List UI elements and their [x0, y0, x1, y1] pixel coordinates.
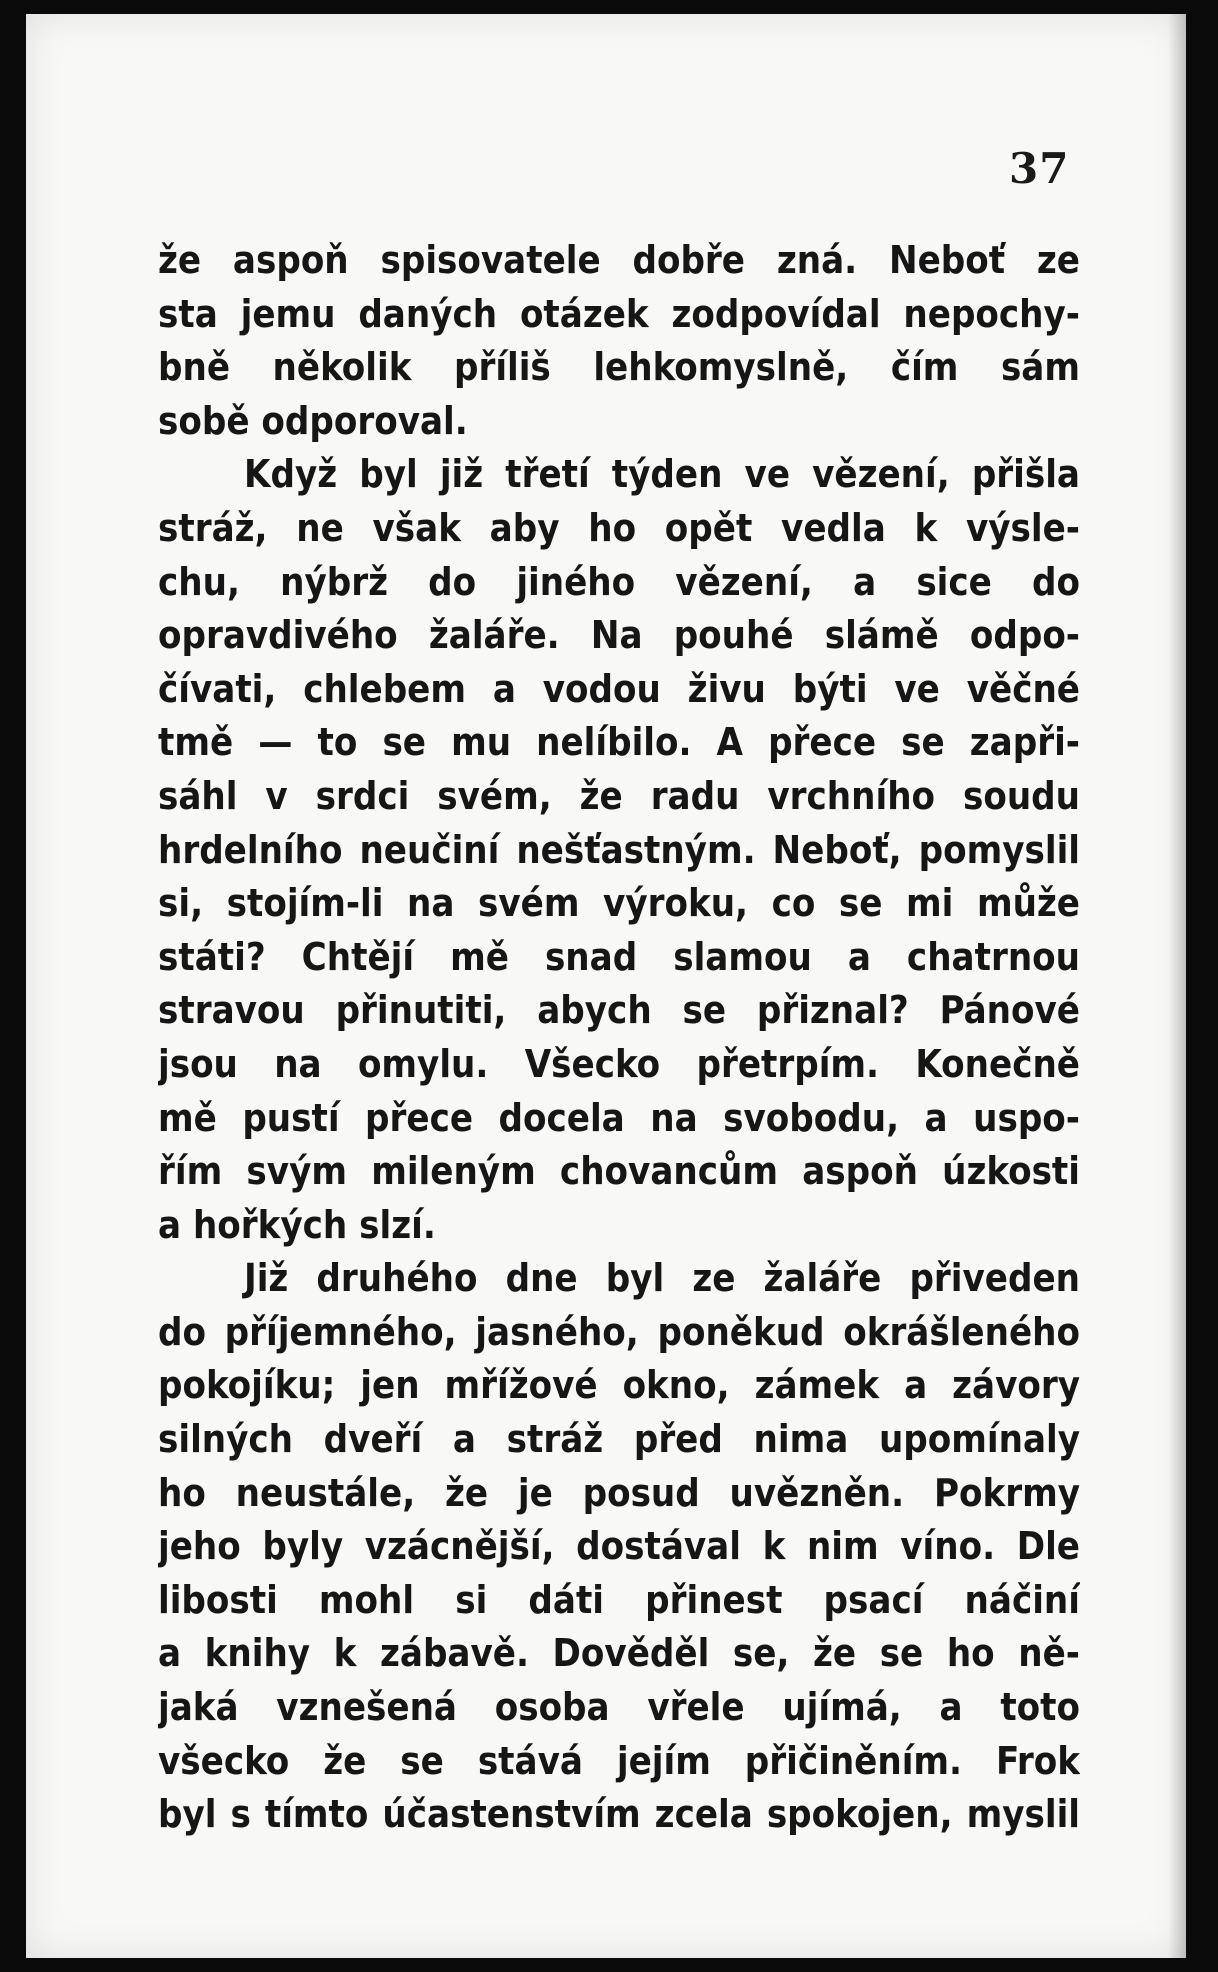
text-line: sobě odporoval.: [158, 398, 468, 443]
text-line: bně několik příliš lehkomyslně, čím sám: [158, 345, 1080, 390]
text-line: státi? Chtějí mě snad slamou a chatrnou: [158, 934, 1080, 979]
text-line: libosti mohl si dáti přinest psací náčiní: [158, 1577, 1080, 1622]
text-line: sta jemu daných otázek zodpovídal nepochy-: [158, 291, 1080, 336]
text-line: jeho byly vzácnější, dostával k nim víno. Dle: [158, 1524, 1080, 1569]
text-line: mě pustí přece docela na svobodu, a uspo-: [158, 1095, 1080, 1140]
text-line: sáhl v srdci svém, že radu vrchního soudu: [158, 773, 1080, 818]
body-text: [158, 234, 1080, 1842]
text-line: řím svým mileným chovancům aspoň úzkosti: [158, 1149, 1080, 1194]
text-line: si, stojím-li na svém výroku, co se mi může: [158, 881, 1080, 926]
text-line: a hořkých slzí.: [158, 1202, 436, 1247]
text-line: stráž, ne však aby ho opět vedla k výsle-: [158, 505, 1080, 550]
text-line: stravou přinutiti, abych se přiznal? Pánové: [158, 988, 1080, 1033]
page-edge-shadow: [1168, 14, 1186, 1958]
text-line: že aspoň spisovatele dobře zná. Neboť ze: [158, 238, 1080, 282]
text-line: jaká vznešená osoba vřele ujímá, a toto: [158, 1685, 1080, 1730]
text-line: chu, nýbrž do jiného vězení, a sice do: [158, 559, 1080, 604]
text-line: do příjemného, jasného, poněkud okrášleného: [158, 1309, 1080, 1354]
text-line: ho neustále, že je posud uvězněn. Pokrmy: [158, 1470, 1080, 1515]
text-line: silných dveří a stráž před nima upomínaly: [158, 1417, 1080, 1462]
text-line: byl s tímto účastenstvím zcela spokojen, myslil: [158, 1792, 1080, 1837]
text-line: hrdelního neučiní nešťastným. Neboť, pomyslil: [158, 827, 1080, 872]
text-line: Již druhého dne byl ze žaláře přiveden: [244, 1256, 1080, 1301]
text-line: pokojíku; jen mřížové okno, zámek a závory: [158, 1363, 1080, 1408]
text-line: a knihy k zábavě. Dověděl se, že se ho ně-: [158, 1631, 1080, 1676]
book-page: [26, 14, 1186, 1958]
text-line: všecko že se stává jejím přičiněním. Frok: [158, 1738, 1080, 1783]
text-line: čívati, chlebem a vodou živu býti ve věčné: [158, 666, 1080, 711]
text-line: jsou na omylu. Všecko přetrpím. Konečně: [158, 1041, 1080, 1086]
text-line: Když byl již třetí týden ve vězení, přišla: [244, 452, 1080, 497]
text-line: tmě — to se mu nelíbilo. A přece se zapři-: [158, 720, 1080, 765]
page-number: 37: [1009, 144, 1070, 193]
text-line: opravdivého žaláře. Na pouhé slámě odpo-: [158, 613, 1080, 658]
